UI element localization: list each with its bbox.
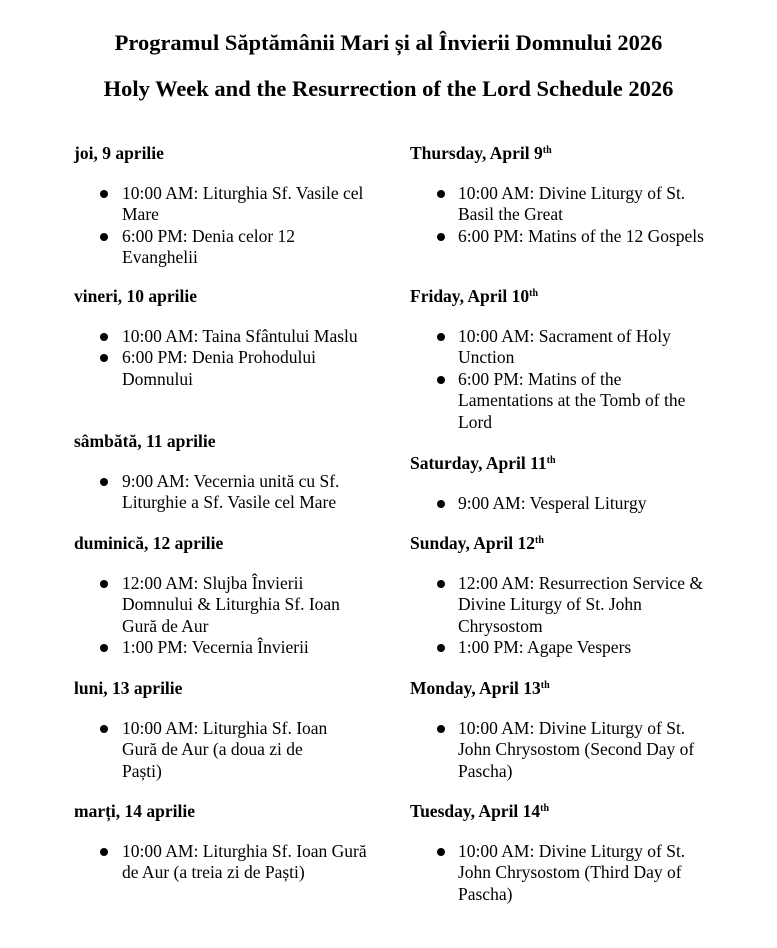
service-text: 10:00 AM: Liturghia Sf. Vasile cel Mare [122, 182, 364, 224]
day-section [410, 533, 710, 659]
day-heading-text: Sunday, April 12 [410, 533, 535, 553]
bullet-icon [100, 333, 108, 341]
day-heading-text: Friday, April 10 [410, 286, 530, 306]
day-heading: marți, 14 aprilie [74, 801, 196, 821]
day-heading: duminică, 12 aprilie [74, 533, 224, 553]
ordinal-suffix: th [540, 803, 550, 814]
service-item [410, 718, 710, 783]
day-section [74, 678, 344, 782]
service-text: 6:00 PM: Matins of the 12 Gospels [458, 225, 704, 246]
service-text: 6:00 PM: Matins of the Lamentations at the Tomb of the Lord [458, 368, 686, 432]
service-text: 10:00 AM: Taina Sfântului Maslu [122, 325, 358, 346]
service-list [410, 573, 710, 659]
service-item [74, 226, 374, 269]
service-item [410, 493, 710, 515]
service-text: 10:00 AM: Sacrament of Holy Unction [458, 325, 671, 367]
day-section [74, 286, 374, 390]
day-heading-text: Saturday, April 11 [410, 453, 547, 473]
service-text: 12:00 AM: Resurrection Service & Divine Liturgy of St. John Chrysostom [458, 572, 703, 636]
service-text: 6:00 PM: Denia celor 12 Evanghelii [122, 225, 296, 267]
day-heading [410, 533, 710, 555]
day-section [74, 533, 374, 659]
bullet-icon [100, 190, 108, 198]
day-heading: joi, 9 aprilie [74, 143, 164, 163]
day-heading: luni, 13 aprilie [74, 678, 183, 698]
day-heading: sâmbătă, 11 aprilie [74, 431, 216, 451]
service-item [74, 326, 374, 348]
bullet-icon [100, 848, 108, 856]
bullet-icon [437, 190, 445, 198]
day-heading [410, 453, 710, 475]
ordinal-suffix: th [540, 680, 550, 691]
service-item [410, 183, 710, 226]
service-list [74, 718, 344, 783]
bullet-icon [100, 725, 108, 733]
title-romanian: Programul Săptămânii Mari și al Învierii Domnului 2026 [114, 30, 663, 55]
day-heading-text: Monday, April 13 [410, 678, 541, 698]
bullet-icon [100, 354, 108, 362]
bullet-icon [437, 333, 445, 341]
day-section [410, 143, 710, 247]
day-section [410, 801, 710, 905]
title-english: Holy Week and the Resurrection of the Lord Schedule 2026 [103, 76, 674, 101]
day-section [74, 431, 374, 514]
bullet-icon [100, 580, 108, 588]
service-item [74, 471, 374, 514]
bullet-icon [437, 580, 445, 588]
service-item [74, 183, 374, 226]
service-item [74, 573, 374, 638]
service-item [410, 369, 710, 434]
ordinal-suffix: th [529, 288, 539, 299]
service-text: 12:00 AM: Slujba Învierii Domnului & Liturghia Sf. Ioan Gură de Aur [122, 572, 340, 636]
service-text: 9:00 AM: Vesperal Liturgy [458, 492, 647, 513]
bullet-icon [437, 376, 445, 384]
bullet-icon [100, 644, 108, 652]
service-item [74, 637, 374, 659]
bullet-icon [437, 725, 445, 733]
service-item [74, 718, 344, 783]
day-heading-text: Tuesday, April 14 [410, 801, 541, 821]
service-list [74, 471, 374, 514]
bullet-icon [437, 644, 445, 652]
service-list [410, 718, 710, 783]
day-section [410, 453, 710, 514]
service-text: 9:00 AM: Vecernia unită cu Sf. Liturghie a Sf. Vasile cel Mare [122, 470, 340, 512]
bullet-icon [437, 848, 445, 856]
service-text: 6:00 PM: Denia Prohodului Domnului [122, 347, 316, 389]
day-heading-text: Thursday, April 9 [410, 143, 543, 163]
service-text: 10:00 AM: Divine Liturgy of St. John Chrysostom (Second Day of Pascha) [458, 717, 695, 781]
service-list [410, 326, 710, 434]
ordinal-suffix: th [542, 145, 552, 156]
service-list [74, 573, 374, 659]
service-text: 10:00 AM: Divine Liturgy of St. Basil the Great [458, 182, 686, 224]
bullet-icon [437, 233, 445, 241]
service-list [74, 183, 374, 269]
service-list [74, 326, 374, 391]
bullet-icon [100, 233, 108, 241]
day-heading [410, 143, 710, 165]
day-heading [410, 801, 710, 823]
day-heading [410, 678, 710, 700]
service-text: 1:00 PM: Vecernia Învierii [122, 637, 309, 657]
service-item [74, 841, 374, 884]
service-text: 10:00 AM: Liturghia Sf. Ioan Gură de Aur (a treia zi de Paști) [122, 840, 367, 882]
service-text: 10:00 AM: Liturghia Sf. Ioan Gură de Aur (a doua zi de Paști) [122, 717, 328, 781]
service-item [74, 347, 374, 390]
service-item [410, 637, 710, 659]
day-section [410, 286, 710, 433]
day-section [74, 801, 374, 884]
day-section [74, 143, 374, 269]
day-heading [410, 286, 710, 308]
bullet-icon [100, 478, 108, 486]
service-item [410, 226, 710, 248]
day-section [410, 678, 710, 782]
service-item [410, 573, 710, 638]
service-text: 10:00 AM: Divine Liturgy of St. John Chrysostom (Third Day of Pascha) [458, 840, 686, 904]
service-list [410, 841, 710, 906]
ordinal-suffix: th [535, 535, 544, 546]
service-item [410, 326, 710, 369]
service-list [410, 183, 710, 248]
service-item [410, 841, 710, 906]
ordinal-suffix: th [546, 455, 556, 466]
service-list [74, 841, 374, 884]
service-text: 1:00 PM: Agape Vespers [458, 637, 632, 657]
day-heading: vineri, 10 aprilie [74, 286, 197, 306]
bullet-icon [437, 500, 445, 508]
service-list [410, 493, 710, 515]
